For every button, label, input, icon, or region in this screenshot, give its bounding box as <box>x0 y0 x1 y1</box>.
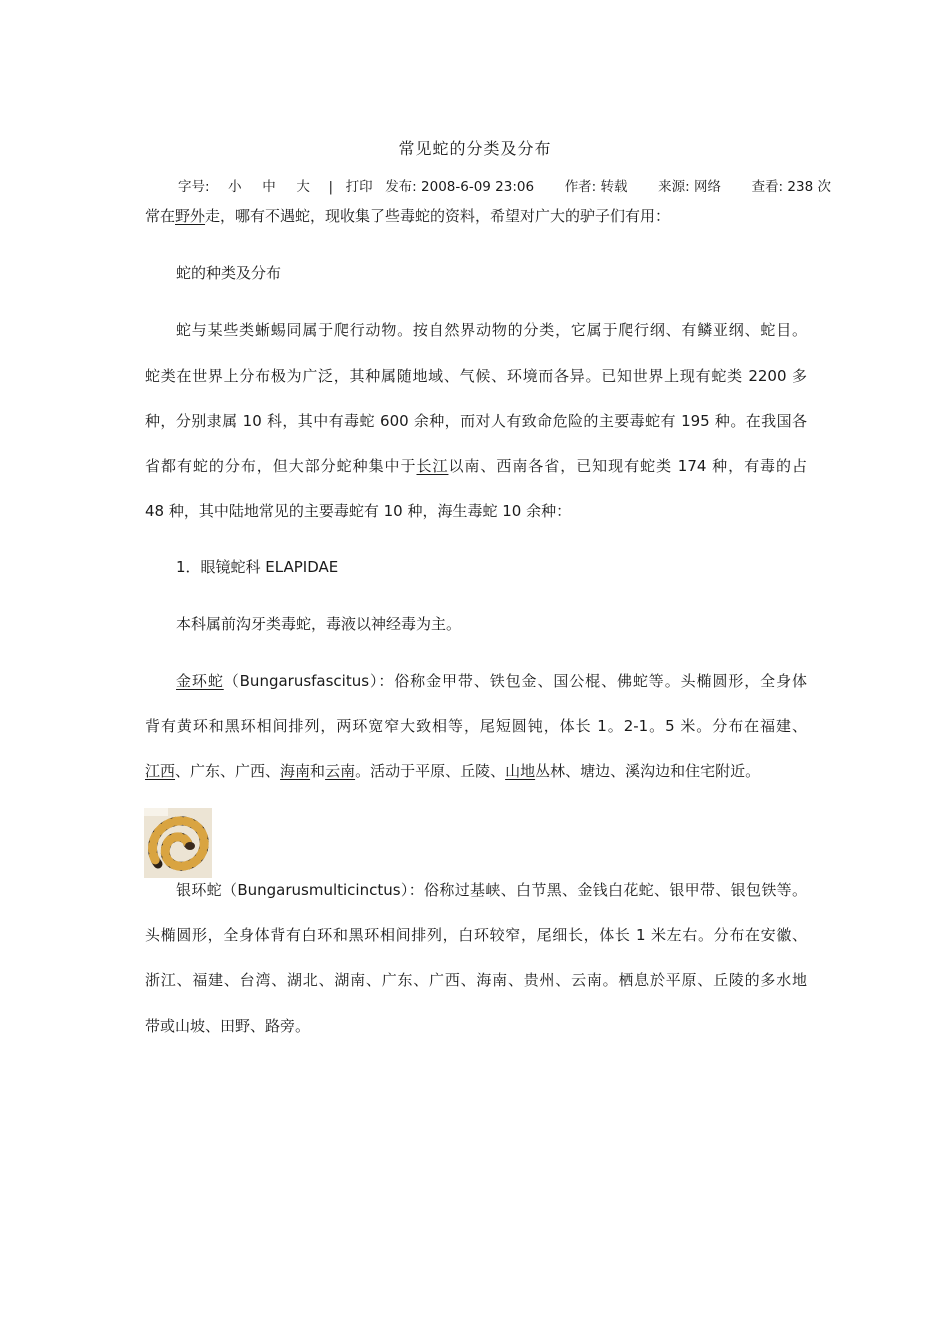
krait1-line3-text-a: 、广东、广西、 <box>175 762 281 780</box>
para1-line5: 48 种，其中陆地常见的主要毒蛇有 10 种，海生毒蛇 10 余种： <box>145 502 572 520</box>
print-link[interactable]: 打印 <box>345 179 373 195</box>
krait2-line4: 带或山坡、田野、路旁。 <box>145 1017 311 1035</box>
meta-separator: | <box>328 179 333 195</box>
family-description: 本科属前沟牙类毒蛇，毒液以神经毒为主。 <box>176 615 462 633</box>
font-size-large-link[interactable]: 大 <box>296 179 310 195</box>
publish-date: 发布: 2008-6-09 23:06 <box>385 179 535 195</box>
para1-line3: 种，分别隶属 10 科，其中有毒蛇 600 余种，而对人有致命危险的主要毒蛇有 195 种。在我国各 <box>145 412 807 430</box>
intro-text-b: 走，哪有不遇蛇，现收集了些毒蛇的资料，希望对广大的驴子们有用： <box>205 207 671 225</box>
intro-paragraph <box>145 206 670 226</box>
view-count: 查看: 238 次 <box>751 179 831 195</box>
page-title: 常见蛇的分类及分布 <box>398 139 552 158</box>
para1-line4-text-b: 以南、西南各省，已知现有蛇类 174 种，有毒的占 <box>448 457 807 475</box>
banded-krait-link[interactable]: 金环蛇 <box>176 672 224 690</box>
yunnan-link[interactable]: 云南 <box>325 762 356 780</box>
intro-text-a: 常在 <box>145 207 176 225</box>
jiangxi-link[interactable]: 江西 <box>145 762 176 780</box>
para1-line1: 蛇与某些类蜥蜴同属于爬行动物。按自然界动物的分类，它属于爬行纲、有鳞亚纲、蛇目。 <box>176 321 807 339</box>
font-size-medium-link[interactable]: 中 <box>262 179 276 195</box>
para1-line4 <box>145 456 807 476</box>
mountain-link[interactable]: 山地 <box>505 762 536 780</box>
krait2-line3: 浙江、福建、台湾、湖北、湖南、广东、广西、海南、贵州、云南。栖息於平原、丘陵的多水地 <box>145 971 807 989</box>
krait1-line3-text-d: 丛林、塘边、溪沟边和住宅附近。 <box>535 762 761 780</box>
krait1-line3-text-b: 和 <box>310 762 326 780</box>
font-size-small-link[interactable]: 小 <box>228 179 242 195</box>
para1-line4-text-a: 省都有蛇的分布，但大部分蛇种集中于 <box>145 457 417 475</box>
source: 来源: 网络 <box>658 179 721 195</box>
krait1-line3-text-c: 。活动于平原、丘陵、 <box>355 762 506 780</box>
section-heading: 蛇的种类及分布 <box>176 264 282 282</box>
krait2-line1: 银环蛇（Bungarusmulticinctus）：俗称过基峡、白节黑、金钱白花蛇、银甲带、银包铁等。 <box>176 881 807 899</box>
krait1-line1-text: （Bungarusfascitus）：俗称金甲带、铁包金、国公棍、佛蛇等。头椭圆形，全身体 <box>223 672 807 690</box>
article-meta-bar <box>178 175 831 195</box>
krait1-line3 <box>145 761 760 781</box>
font-size-label: 字号: <box>178 179 210 195</box>
hainan-link[interactable]: 海南 <box>280 762 311 780</box>
yangtze-link[interactable]: 长江 <box>416 457 449 475</box>
krait1-line1 <box>176 671 807 691</box>
krait-photo <box>144 808 212 878</box>
krait2-line2: 头椭圆形，全身体背有白环和黑环相间排列，白环较窄，尾细长，体长 1 米左右。分布在安徽、 <box>145 926 807 944</box>
wild-link[interactable]: 野外 <box>175 207 206 225</box>
krait1-line2: 背有黄环和黑环相间排列，两环宽窄大致相等，尾短圆钝，体长 1。2-1。5 米。分布在福建、 <box>145 717 807 735</box>
author: 作者: 转载 <box>564 179 628 195</box>
family-heading: 1．眼镜蛇科 ELAPIDAE <box>176 558 339 576</box>
para1-line2: 蛇类在世界上分布极为广泛，其种属随地域、气候、环境而各异。已知世界上现有蛇类 2200 多 <box>145 367 807 385</box>
